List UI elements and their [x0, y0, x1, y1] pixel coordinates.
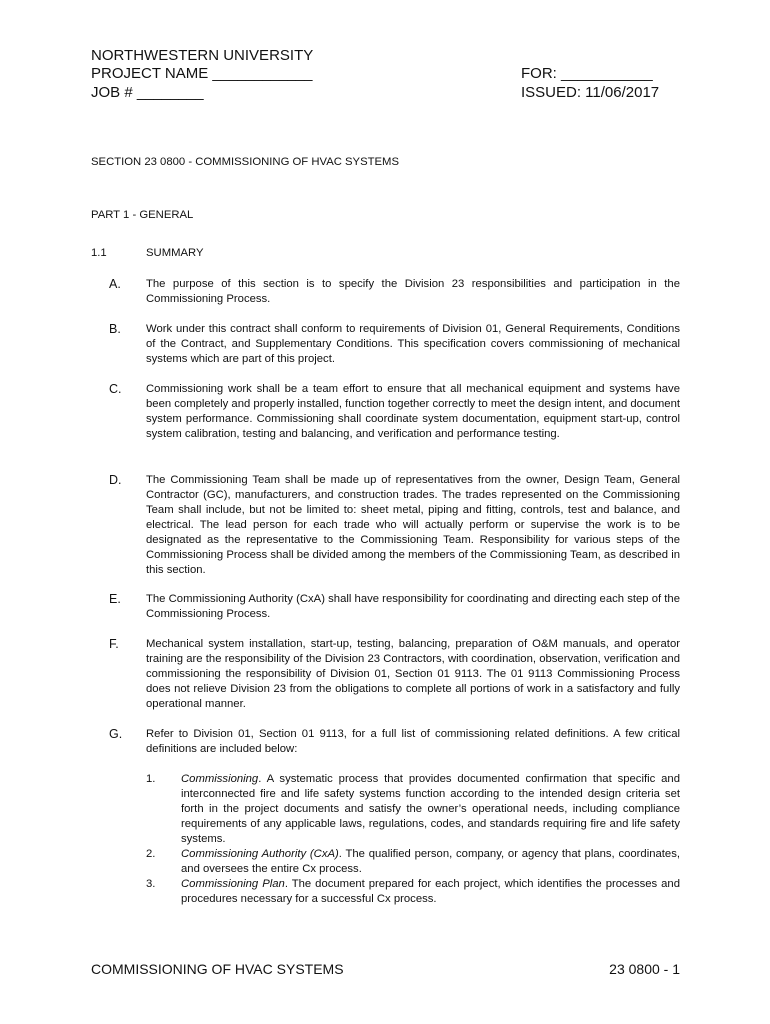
paragraph-d-text: The Commissioning Team shall be made up of representatives from the owner, Design Team, General Contractor (GC), manufacturers, and construction trades. The trades represented on the Commissioning Team shall include, but not be limited to: sheet metal, piping and fitting, controls, test and balance, and electrical. The lead person for each trade who will actually perform or supervise the work is to be designated as the representative to the Commissioning Team. Responsibility for various steps of the Commissioning Process shall be divided among the members of the Commissioning Team, as described in this section. [146, 474, 680, 576]
paragraph-g-letter: G. [109, 727, 123, 741]
paragraph-f-text: Mechanical system installation, start-up, testing, balancing, preparation of O&M manuals, and operator training are the responsibility of the Division 23 Contractors, with coordination, observation, verification and commissioning the responsibility of Division 01, Section 01 9113. The 01 9113 Commissioning Process does not relieve Division 23 from the obligations to complete all portions of work in a satisfactory and fully operational manner. [146, 638, 680, 710]
footer-title: COMMISSIONING OF HVAC SYSTEMS [91, 961, 344, 977]
article-number: 1.1 [91, 247, 107, 259]
section-title: SECTION 23 0800 - COMMISSIONING OF HVAC SYSTEMS [91, 156, 400, 168]
paragraph-c-text: Commissioning work shall be a team effort to ensure that all mechanical equipment and systems have been completely and properly installed, function together correctly to meet the design intent, and document system performance. Commissioning shall coordinate system documentation, equipment start-up, control system calibration, testing and balancing, and verification and performance testing. [146, 383, 680, 440]
part-name: GENERAL [139, 209, 194, 221]
article-title: SUMMARY [146, 247, 204, 259]
paragraph-b-letter: B. [109, 322, 121, 336]
paragraph-b-text: Work under this contract shall conform to requirements of Division 01, General Requirements, Conditions of the Contract, and Supplementary Conditions. This specification covers commissioning of mechanical systems which are part of this project. [146, 323, 680, 365]
definition-3-number: 3. [146, 878, 156, 890]
header-issued-date: ISSUED: 11/06/2017 [521, 84, 660, 101]
footer-page-number: 23 0800 - 1 [609, 961, 680, 977]
paragraph-e-text: The Commissioning Authority (CxA) shall have responsibility for coordinating and directing each step of the Commissioning Process. [146, 593, 680, 620]
definition-1-number: 1. [146, 773, 156, 785]
part-heading [91, 208, 193, 223]
definition-2-text: . The qualified person, company, or agency that plans, coordinates, and oversees the entire Cx process. [181, 848, 680, 875]
paragraph-g-text: Refer to Division 01, Section 01 9113, for a full list of commissioning related definitions. A few critical definitions are included below: [146, 728, 680, 755]
part-label: PART 1 - [91, 209, 140, 221]
definition-2 [181, 847, 680, 877]
header-for: FOR: ___________ [521, 65, 653, 82]
header-university: NORTHWESTERN UNIVERSITY [91, 47, 314, 64]
definition-1 [181, 772, 680, 847]
definition-1-text: . A systematic process that provides documented confirmation that specific and interconnected fire and life safety systems function according to the intended design criteria set forth in the project documents and satisfy the owner’s operational needs, including compliance requirements of any applicable laws, regulations, codes, and standards requiring fire and life safety systems. [181, 773, 680, 845]
definition-3-term: Commissioning Plan [181, 878, 285, 890]
paragraph-a-text: The purpose of this section is to specify the Division 23 responsibilities and participation in the Commissioning Process. [146, 278, 680, 305]
paragraph-a-letter: A. [109, 277, 121, 291]
definition-2-number: 2. [146, 848, 156, 860]
paragraph-e-letter: E. [109, 592, 121, 606]
definition-1-term: Commissioning [181, 773, 259, 785]
definition-2-term: Commissioning Authority (CxA) [181, 848, 339, 860]
definition-3-text: . The document prepared for each project, which identifies the processes and procedures necessary for a successful Cx process. [181, 878, 680, 905]
paragraph-f-letter: F. [109, 637, 119, 651]
definition-3 [181, 877, 680, 907]
paragraph-c-letter: C. [109, 382, 122, 396]
header-job-number: JOB # ________ [91, 84, 204, 101]
paragraph-d-letter: D. [109, 473, 122, 487]
header-project-name: PROJECT NAME ____________ [91, 65, 313, 82]
